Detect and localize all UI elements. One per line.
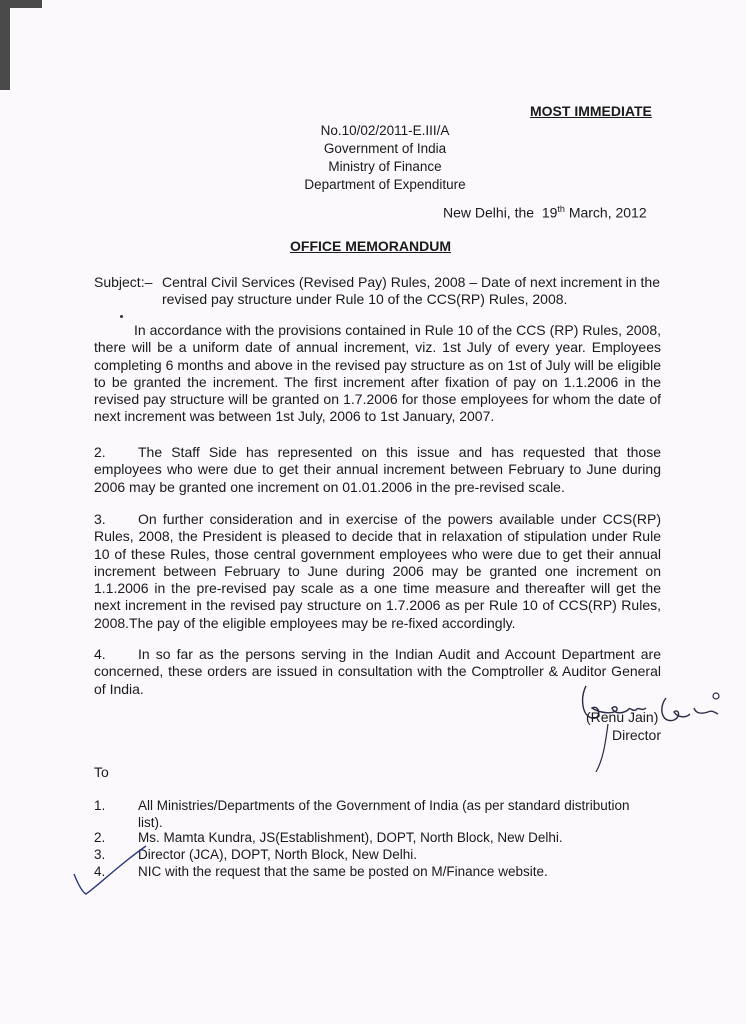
priority-label: MOST IMMEDIATE (530, 103, 652, 119)
subject-text: Central Civil Services (Revised Pay) Rules, 2008 – Date of next increment in the revised pay structure under Rule 10 of the CCS(RP) Rules, 2008. (162, 274, 660, 307)
memo-date: New Delhi, the 19th March, 2012 (443, 204, 647, 221)
list-item: 2. Ms. Mamta Kundra, JS(Establishment), DOPT, North Block, New Delhi. (94, 830, 563, 845)
page-title: OFFICE MEMORANDUM (290, 238, 451, 254)
to-label: To (94, 764, 109, 780)
subject-label: Subject:– (94, 274, 153, 290)
list-item: 1. All Ministries/Departments of the Government of India (as per standard distribution list). (94, 798, 630, 830)
paragraph-3: 3. On further consideration and in exercise of the powers available under CCS(RP) Rules, 2008, the President is pleased to decide that in relaxation of stipulation under Rule 10 of these Rules, those central government employees who were due to get their annual increment between February to June during 2006 may be granted one increment on 1.1.2006 in the pre-revised pay scale as a one time measure and thereafter will get the next increment in the revised pay structure on 1.7.2006 as per Rule 10 of CCS(RP) Rules, 2008.The pay of the eligible employees may be re-fixed accordingly. (94, 511, 661, 631)
paragraph-4: 4. In so far as the persons serving in the Indian Audit and Account Department are concerned, these orders are issued in consultation with the Comptroller & Auditor General of India. (94, 646, 661, 697)
paragraph-1: In accordance with the provisions contained in Rule 10 of the CCS (RP) Rules, 2008, there will be a uniform date of annual increment, viz. 1st July of every year. Employees completing 6 months and above in the revised pay structure as on 1st of July will be eligible to be granted the increment. The first increment after fixation of pay on 1.1.2006 in the revised pay structure will be granted on 1.7.2006 for those employees for whom the date of next increment was between 1st July, 2006 to 1st January, 2007. (94, 322, 661, 425)
signatory-designation: Director (612, 727, 662, 743)
letterhead (290, 122, 480, 194)
list-item: 3. Director (JCA), DOPT, North Block, New Delhi. (94, 847, 418, 862)
scan-speck (120, 315, 123, 318)
paragraph-2: 2. The Staff Side has represented on this issue and has requested that those employees who were due to get their annual increment between February to June during 2006 may be granted one increment on 01.01.2006 in the pre-revised scale. (94, 444, 661, 495)
government-line: Government of India (323, 141, 447, 156)
signatory-name: (Renu Jain) (586, 709, 659, 725)
file-number: No.10/02/2011-E.III/A (320, 123, 450, 138)
department-line: Department of Expenditure (304, 177, 466, 192)
ministry-line: Ministry of Finance (328, 159, 442, 174)
handwritten-tick-mark (70, 844, 150, 899)
list-item: 4. NIC with the request that the same be posted on M/Finance website. (94, 864, 548, 879)
scan-corner-mark (0, 0, 42, 90)
